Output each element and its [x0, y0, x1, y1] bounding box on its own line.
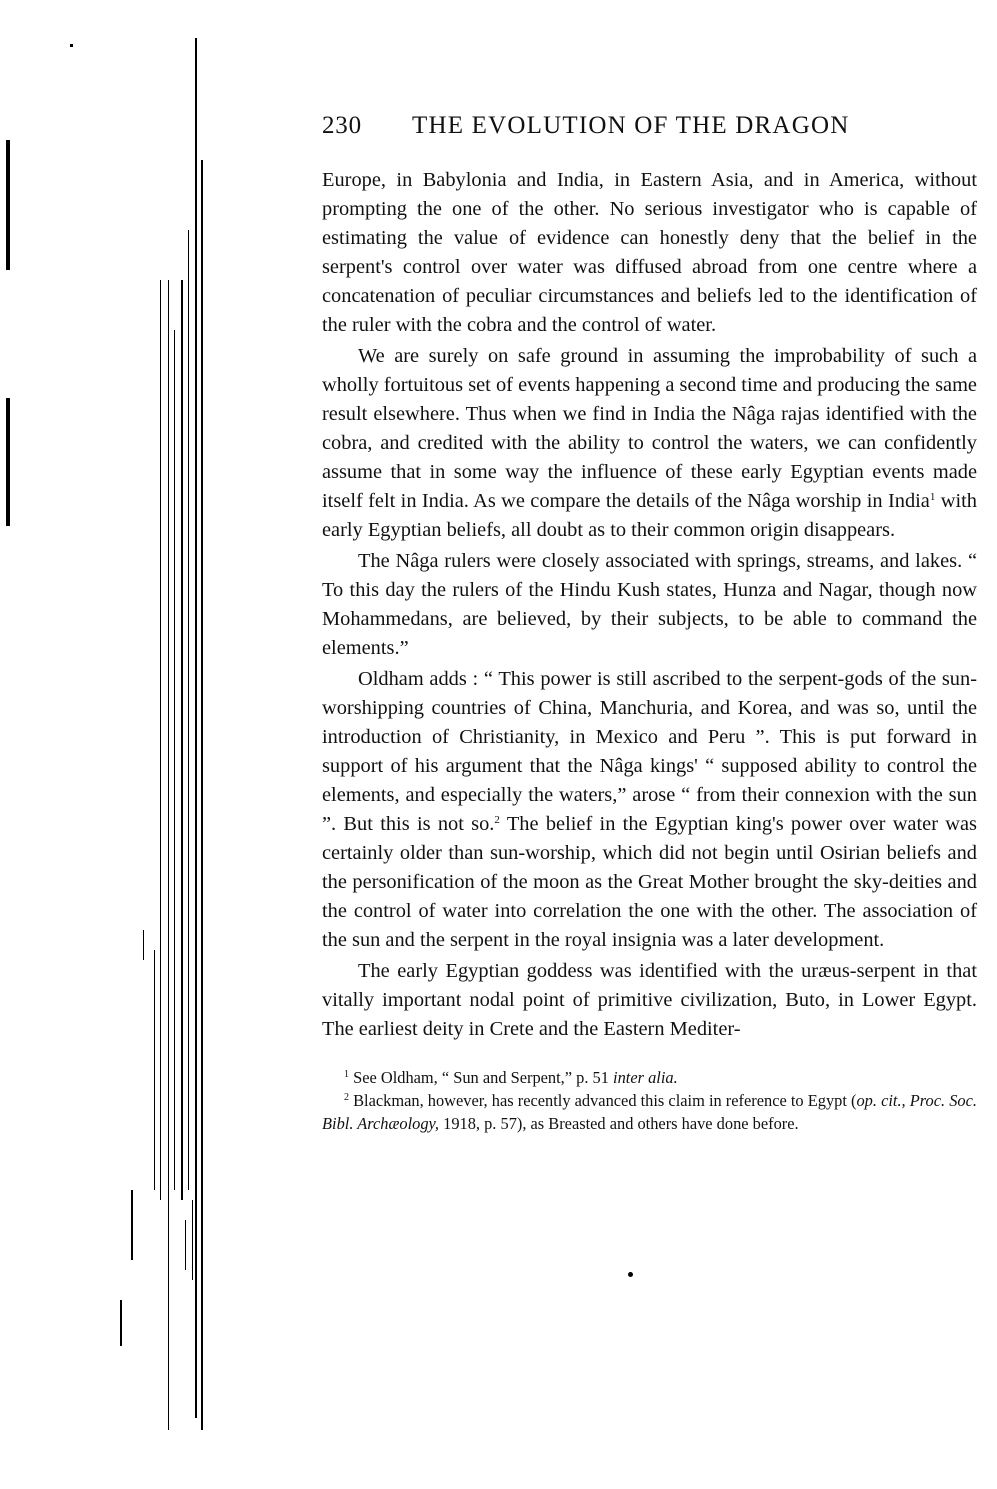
binding-line [131, 1190, 133, 1260]
binding-line [195, 38, 197, 1418]
scan-edge-mark [6, 140, 10, 270]
binding-line [168, 280, 169, 1430]
binding-line [188, 230, 189, 1190]
note-ref: 2 [494, 814, 500, 826]
paragraph [322, 665, 977, 955]
footnote-italic: op. cit., Proc. Soc. Bibl. Archæology, [322, 1091, 977, 1133]
binding-line [120, 1300, 122, 1346]
paragraph-text: Oldham adds : “ This power is still ascribed to the serpent-gods of the sun-worshipping countries of China, Manchuria, and Korea, and was so, until the introduction of Christianity, in Mexico and Peru ”. This is put forward in support of his argument that the Nâga kings' “ supposed ability to control the elements, and especially the waters,” arose “ from their connexion with the sun ”. But this is not so. [322, 668, 977, 835]
paragraph: Europe, in Babylonia and India, in Eastern Asia, and in America, without prompting the one of the other. No serious investigator who is capable of estimating the value of evidence can honestly deny that the belief in the serpent's control over water was diffused abroad from one centre where a concatenation of peculiar circumstances and beliefs led to the identification of the ruler with the cobra and the control of water. [322, 169, 977, 336]
binding-line [160, 280, 161, 1200]
footnote-text: Blackman, however, has recently advanced this claim in reference to Egypt ( [353, 1091, 857, 1110]
footnote-text: See Oldham, “ Sun and Serpent,” p. 51 [353, 1068, 609, 1087]
scan-gutter-artifacts [0, 0, 215, 1489]
paragraph-text: The belief in the Egyptian king's power over water was certainly older than sun-worship, which did not begin until Osirian beliefs and the personification of the moon as the Great Mother brought the sky-deities and the control of water into correlation the one with the other. The association of the sun and the serpent in the royal insignia was a later development. [322, 813, 977, 951]
scan-edge-mark [6, 398, 10, 526]
binding-line [154, 950, 155, 1190]
binding-line [174, 330, 175, 1190]
scan-dust-dot [628, 1272, 633, 1277]
footnote-2 [322, 1089, 977, 1135]
paragraph [322, 342, 977, 545]
paragraph: The Nâga rulers were closely associated with springs, streams, and lakes. “ To this day the rulers of the Hindu Kush states, Hunza and Nagar, though now Mohammedans, are believed, by their subjects, to be able to command the elements.” [322, 550, 977, 659]
paragraph-text: We are surely on safe ground in assuming the improbability of such a wholly fortuitous set of events happening a second time and producing the same result elsewhere. Thus when we find in India the Nâga rajas identified with the cobra, and credited with the ability to control the waters, we can confidently assume that in some way the influence of these early Egyptian events made itself felt in India. As we compare the details of the Nâga worship in India [322, 345, 977, 512]
paragraph-text: with early Egyptian beliefs, all doubt as to their common origin disappears. [322, 490, 977, 541]
book-page [322, 112, 977, 1135]
binding-line [201, 160, 203, 1430]
footnote-1 [322, 1066, 977, 1089]
running-header [322, 112, 977, 156]
footnote-marker: 2 [344, 1092, 349, 1103]
footnote-text: 1918, p. 57), as Breasted and others have done before. [443, 1114, 799, 1133]
binding-line [143, 930, 144, 960]
binding-line [192, 1200, 193, 1280]
footnote-italic: inter alia. [613, 1068, 678, 1087]
note-ref: 1 [929, 491, 936, 503]
paragraph: The early Egyptian goddess was identified with the uræus-serpent in that vitally important nodal point of primitive civilization, Buto, in Lower Egypt. The earliest deity in Crete and the Eastern Mediter- [322, 960, 977, 1040]
footnotes [322, 1066, 977, 1135]
scan-dust-dot [70, 44, 73, 47]
running-title: THE EVOLUTION OF THE DRAGON [412, 112, 850, 139]
binding-line [185, 1220, 186, 1270]
footnote-marker: 1 [344, 1069, 349, 1080]
page-number: 230 [322, 112, 362, 139]
binding-line [181, 280, 183, 1200]
